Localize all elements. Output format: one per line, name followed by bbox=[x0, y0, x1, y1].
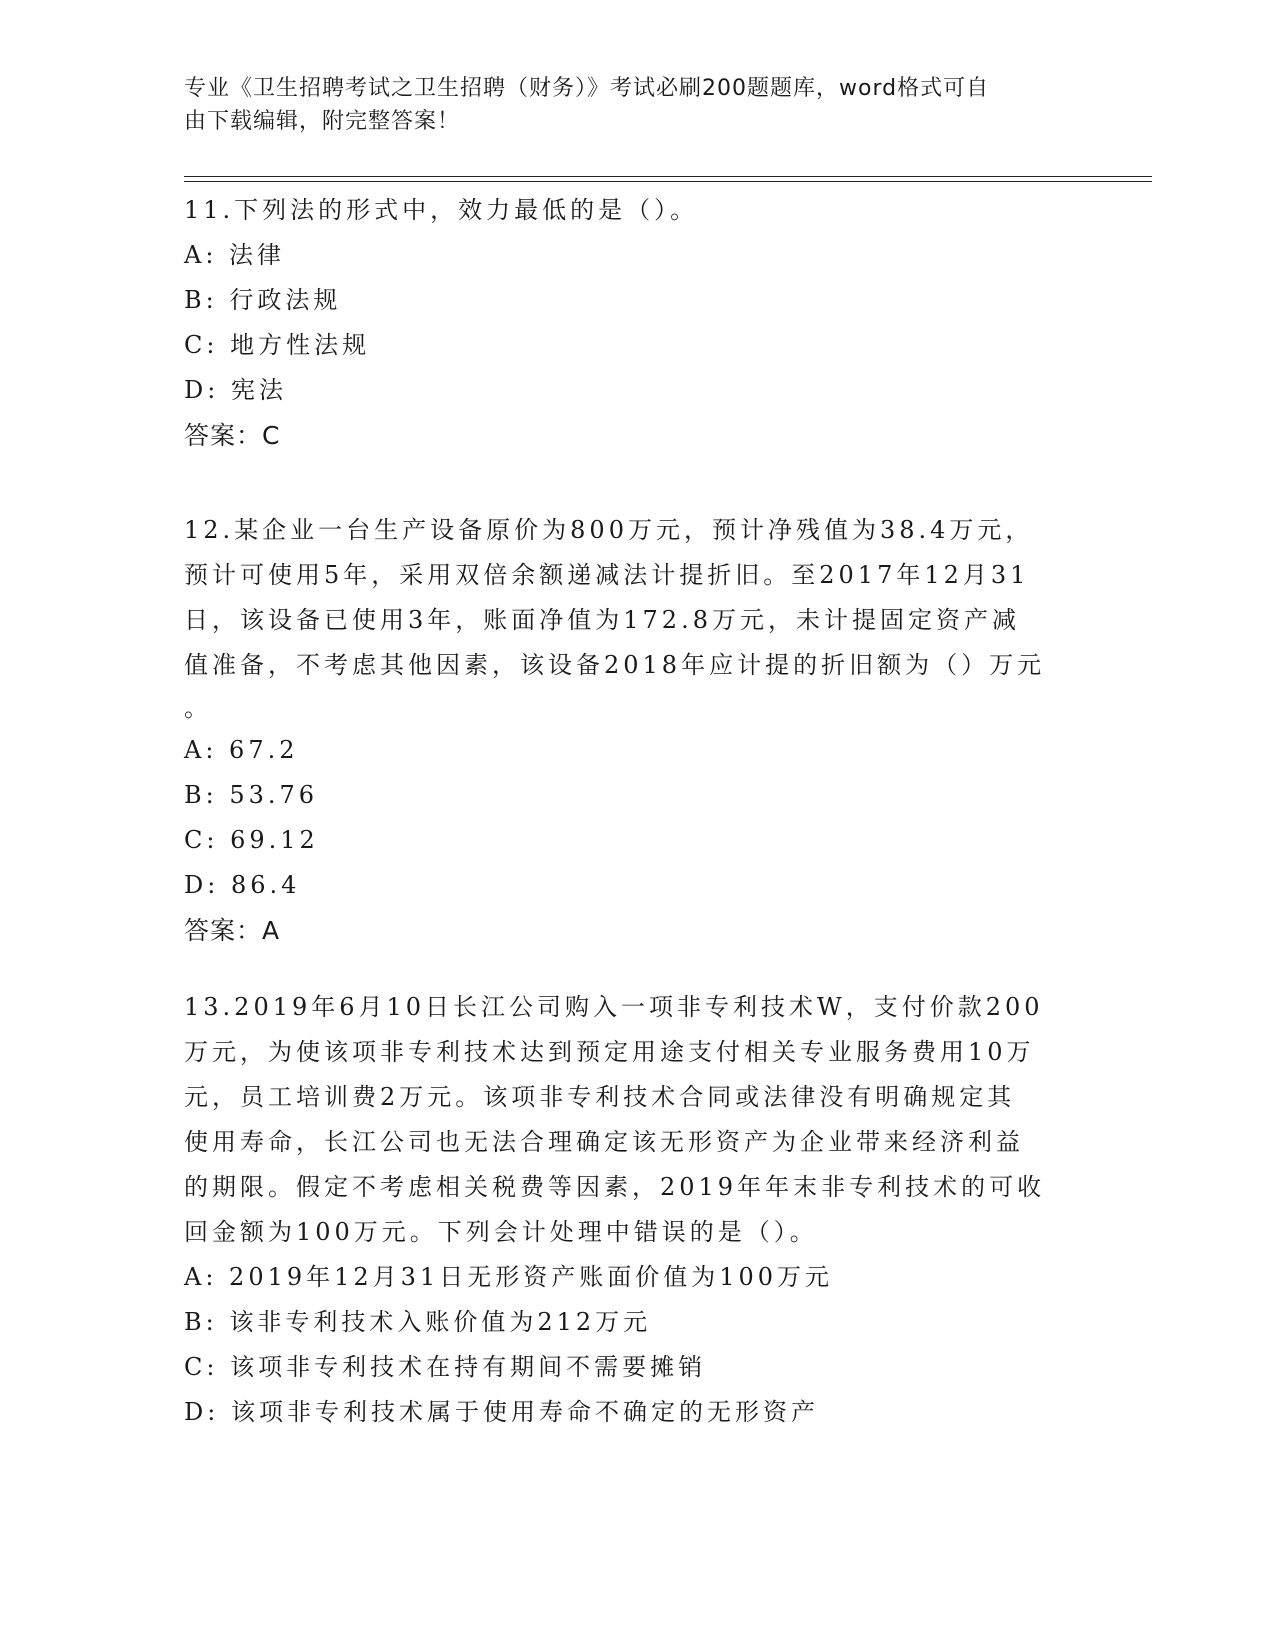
question-stem-line: 元，员工培训费2万元。该项非专利技术合同或法律没有明确规定其 bbox=[184, 1083, 1016, 1111]
question-stem: 11.下列法的形式中，效力最低的是（）。 bbox=[184, 196, 699, 224]
option-d: D: 宪法 bbox=[184, 376, 287, 404]
question-stem-line: 预计可使用5年，采用双倍余额递减法计提折旧。至2017年12月31 bbox=[184, 561, 1030, 589]
question-stem-line: 的期限。假定不考虑相关税费等因素，2019年年末非专利技术的可收 bbox=[184, 1173, 1046, 1201]
answer-line: 答案：C bbox=[184, 421, 281, 450]
option-a: A: 法律 bbox=[184, 241, 286, 269]
option-c: C: 该项非专利技术在持有期间不需要摊销 bbox=[184, 1353, 707, 1381]
question-stem-line: 13.2019年6月10日长江公司购入一项非专利技术W，支付价款200 bbox=[184, 993, 1044, 1021]
question-11 bbox=[184, 188, 1064, 458]
option-d: D: 86.4 bbox=[184, 871, 301, 899]
question-12 bbox=[184, 508, 1064, 953]
answer-line: 答案：A bbox=[184, 916, 281, 945]
document-header bbox=[184, 72, 1064, 138]
question-stem-line: 12.某企业一台生产设备原价为800万元，预计净残值为38.4万元， bbox=[184, 516, 1034, 544]
option-b: B: 53.76 bbox=[184, 781, 319, 809]
option-c: C: 地方性法规 bbox=[184, 331, 371, 359]
option-a: A: 2019年12月31日无形资产账面价值为100万元 bbox=[184, 1263, 834, 1291]
header-divider-bottom bbox=[184, 181, 1152, 182]
question-stem-line: 。 bbox=[184, 694, 212, 722]
option-a: A: 67.2 bbox=[184, 736, 299, 764]
question-stem-line: 值准备，不考虑其他因素，该设备2018年应计提的折旧额为（）万元 bbox=[184, 651, 1046, 679]
option-b: B: 该非专利技术入账价值为212万元 bbox=[184, 1308, 652, 1336]
header-line-1: 专业《卫生招聘考试之卫生招聘（财务）》考试必刷200题题库，word格式可自 bbox=[184, 76, 990, 101]
header-line-2: 由下载编辑，附完整答案！ bbox=[184, 109, 461, 134]
option-d: D: 该项非专利技术属于使用寿命不确定的无形资产 bbox=[184, 1398, 819, 1426]
option-c: C: 69.12 bbox=[184, 826, 319, 854]
header-divider-top bbox=[184, 176, 1152, 177]
question-stem-line: 使用寿命，长江公司也无法合理确定该无形资产为企业带来经济利益 bbox=[184, 1128, 1024, 1156]
question-stem-line: 万元，为使该项非专利技术达到预定用途支付相关专业服务费用10万 bbox=[184, 1038, 1035, 1066]
option-b: B: 行政法规 bbox=[184, 286, 342, 314]
question-stem-line: 回金额为100万元。下列会计处理中错误的是（）。 bbox=[184, 1218, 818, 1246]
question-13 bbox=[184, 985, 1064, 1435]
question-stem-line: 日，该设备已使用3年，账面净值为172.8万元，未计提固定资产减 bbox=[184, 606, 1020, 634]
